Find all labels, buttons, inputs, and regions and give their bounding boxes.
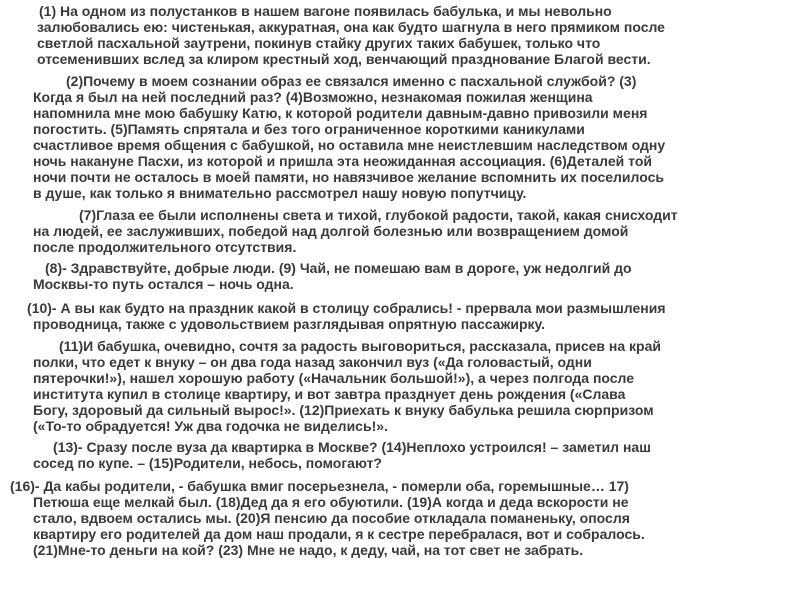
text-line: (10)- А вы как будто на праздник какой в столицу собрались! - прервала мои размышления xyxy=(27,300,666,316)
text-line: (7)Глаза ее были исполнены света и тихой, глубокой радости, такой, какая снисходит xyxy=(79,207,678,223)
text-line: (11)И бабушка, очевидно, сочтя за радость выговориться, рассказала, присев на край xyxy=(59,338,661,354)
text-line: счастливое время общения с бабушкой, но оставила мне неистлевшим наследством одну xyxy=(33,137,666,153)
text-line: сосед по купе. – (15)Родители, небось, помогают? xyxy=(33,455,382,471)
paragraph-5 xyxy=(27,300,665,332)
text-line: залюбовались ею: чистенькая, аккуратная, она как будто шагнула в него прямиком после xyxy=(37,19,665,35)
text-line: Москвы-то путь остался – ночь одна. xyxy=(33,276,294,292)
text-line: отсеменивших вслед за клиром крестный ход, венчающий празднование Благой вести. xyxy=(37,51,651,67)
paragraph-7 xyxy=(33,439,651,471)
paragraph-1 xyxy=(37,3,665,67)
paragraph-6 xyxy=(33,338,661,434)
text-line: после продолжительного отсутствия. xyxy=(33,239,297,255)
text-line: проводница, также с удовольствием разглядывая опрятную пассажирку. xyxy=(33,316,546,332)
text-line: в душе, как только я внимательно рассмотрел нашу новую попутчицу. xyxy=(33,185,527,201)
text-line: пятерочки!»), нашел хорошую работу («Начальник большой!»), а через полгода после xyxy=(33,370,635,386)
text-line: полки, что едет к внуку – он два года назад закончил вуз («Да головастый, одни xyxy=(33,354,592,370)
text-line: Петюша еще мелкай был. (18)Дед да я его обуютили. (19)А когда и деда вскорости не xyxy=(33,494,629,510)
text-line: квартиру его родителей да дом наш продали, я к сестре перебралася, вот и собралось. xyxy=(33,526,645,542)
paragraph-3 xyxy=(33,207,678,255)
paragraph-8 xyxy=(10,478,645,558)
text-line: (16)- Да кабы родители, - бабушка вмиг посерьезнела, - померли оба, горемышные… 17) xyxy=(10,478,629,494)
text-line: стало, вдвоем остались мы. (20)Я пенсию да пособие откладала поманеньку, опосля xyxy=(33,510,630,526)
text-line: (2)Почему в моем сознании образ ее связался именно с пасхальной службой? (3) xyxy=(66,73,637,89)
text-line: (13)- Сразу после вуза да квартирка в Москве? (14)Неплохо устроился! – заметил наш xyxy=(53,439,651,455)
paragraph-2 xyxy=(33,73,665,201)
text-line: («То-то обрадуется! Уж два годочка не виделись!». xyxy=(33,418,388,434)
text-line: ночи почти не осталось в моей памяти, но навязчивое желание вспомнить их поселилось xyxy=(33,169,664,185)
text-line: напомнила мне мою бабушку Катю, к которой родители давным-давно привозили меня xyxy=(33,105,648,121)
text-line: светлой пасхальной заутрени, покинув стайку других таких бабушек, только что xyxy=(37,35,601,51)
text-line: Когда я был на ней последний раз? (4)Возможно, незнакомая пожилая женщина xyxy=(33,89,593,105)
paragraph-4 xyxy=(33,260,632,292)
text-line: Богу, здоровый да сильный вырос!». (12)Приехать к внуку бабулька решила сюрпризом xyxy=(33,402,654,418)
text-line: на людей, ее заслуживших, победой над долгой болезнью или возвращением домой xyxy=(33,223,629,239)
text-line: погостить. (5)Память спрятала и без того ограниченное короткими каникулами xyxy=(33,121,585,137)
text-line: (1) На одном из полустанков в нашем вагоне появилась бабулька, и мы невольно xyxy=(39,3,612,19)
text-line: института купил в столице квартиру, и вот завтра празднует день рождения («Слава xyxy=(33,386,626,402)
text-line: ночь накануне Пасхи, из которой и пришла эта неожиданная ассоциация. (6)Деталей той xyxy=(33,153,653,169)
text-line: (8)- Здравствуйте, добрые люди. (9) Чай, не помешаю вам в дороге, уж недолгий до xyxy=(45,260,632,276)
text-line: (21)Мне-то деньги на кой? (23) Мне не надо, к деду, чай, на тот свет не забрать. xyxy=(33,542,584,558)
